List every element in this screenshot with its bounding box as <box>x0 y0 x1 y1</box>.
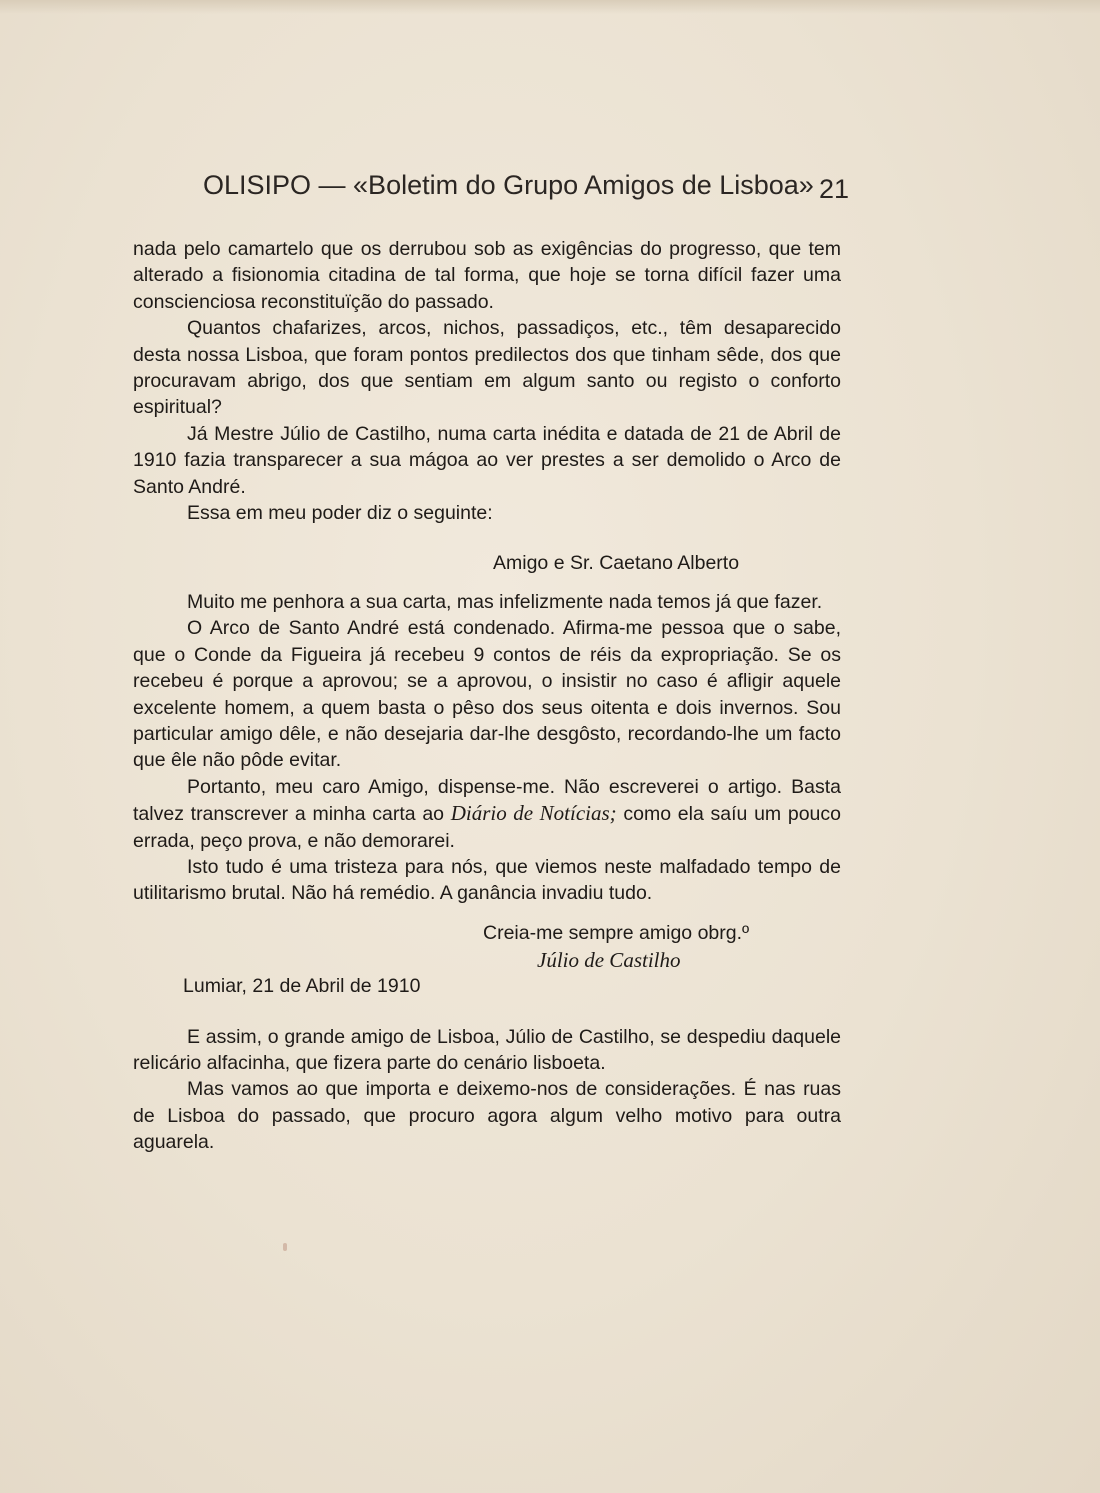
paragraph-chafarizes: Quantos chafarizes, arcos, nichos, passadiços, etc., têm desaparecido desta nossa Lisboa, que foram pontos predilectos dos que tinham sêde, dos que procuravam abrigo, dos que sentiam em algum santo ou registo o conforto espiritual? <box>133 317 841 419</box>
body-text <box>133 236 841 1156</box>
letter-salutation: Amigo e Sr. Caetano Alberto <box>493 552 740 575</box>
paragraph-continued: nada pelo camartelo que os derrubou sob as exigências do progresso, que tem alterado a fisionomia citadina de tal forma, que hoje se torna difícil fazer uma conscienciosa reconstituïção do passado. <box>133 238 841 313</box>
spacer <box>133 907 841 919</box>
letter-paragraph-3 <box>133 774 841 854</box>
running-header <box>203 164 849 214</box>
paragraph-letter-intro: Essa em meu poder diz o seguinte: <box>187 502 493 525</box>
letter-closing: Creia-me sempre amigo obrg.º <box>483 921 750 944</box>
letter-paragraph-3-start: Portanto, meu caro Amigo, dispense-me. Não escreverei o artigo. Basta talvez transcrever a minha carta ao <box>133 775 841 826</box>
running-header-title: OLISIPO — «Boletim do Grupo Amigos de Lisboa» <box>203 170 814 200</box>
paragraph-aguarela: Mas vamos ao que importa e deixemo-nos de considerações. É nas ruas de Lisboa do passado, que procuro agora algum velho motivo para outra aguarela. <box>133 1078 841 1154</box>
paragraph-mestre-julio: Já Mestre Júlio de Castilho, numa carta inédita e datada de 21 de Abril de 1910 fazia transparecer a sua mágoa ao ver prestes a ser demolido o Arco de Santo André. <box>133 422 841 498</box>
spacer <box>133 1000 841 1024</box>
spacer <box>133 577 841 589</box>
letter-paragraph-4: Isto tudo é uma tristeza para nós, que viemos neste malfadado tempo de utilitarismo brutal. Não há remédio. A ganância invadiu tudo. <box>133 855 841 905</box>
letter-paragraph-2: O Arco de Santo André está condenado. Afirma-me pessoa que o sabe, que o Conde da Figueira já recebeu 9 contos de réis da expropriação. Se os recebeu é porque a aprovou; se a aprovou, o insistir no caso é afligir aquele excelente homem, a quem basta o pêso dos seus oitenta e dois invernos. Sou particular amigo dêle, e não desejaria dar-lhe desgôsto, recordando-lhe um facto que êle não pôde evitar. <box>133 617 841 772</box>
page-number: 21 <box>818 174 849 204</box>
letter-place-date: Lumiar, 21 de Abril de 1910 <box>183 975 421 998</box>
letter-signature: Júlio de Castilho <box>537 947 681 972</box>
letter-paragraph-1: Muito me penhora a sua carta, mas infelizmente nada temos já que fazer. <box>187 590 823 613</box>
letter-paragraph-3-end: como ela saíu um pouco errada, peço prova, e não demorarei. <box>133 803 841 852</box>
paper-speck <box>283 1243 287 1251</box>
paragraph-farewell: E assim, o grande amigo de Lisboa, Júlio de Castilho, se despediu daquele relicário alfacinha, que fizera parte do cenário lisboeta. <box>133 1025 841 1074</box>
page-edge-shadow <box>0 0 1100 14</box>
newspaper-title: Diário de Notícias; <box>450 801 617 826</box>
spacer <box>133 526 841 550</box>
